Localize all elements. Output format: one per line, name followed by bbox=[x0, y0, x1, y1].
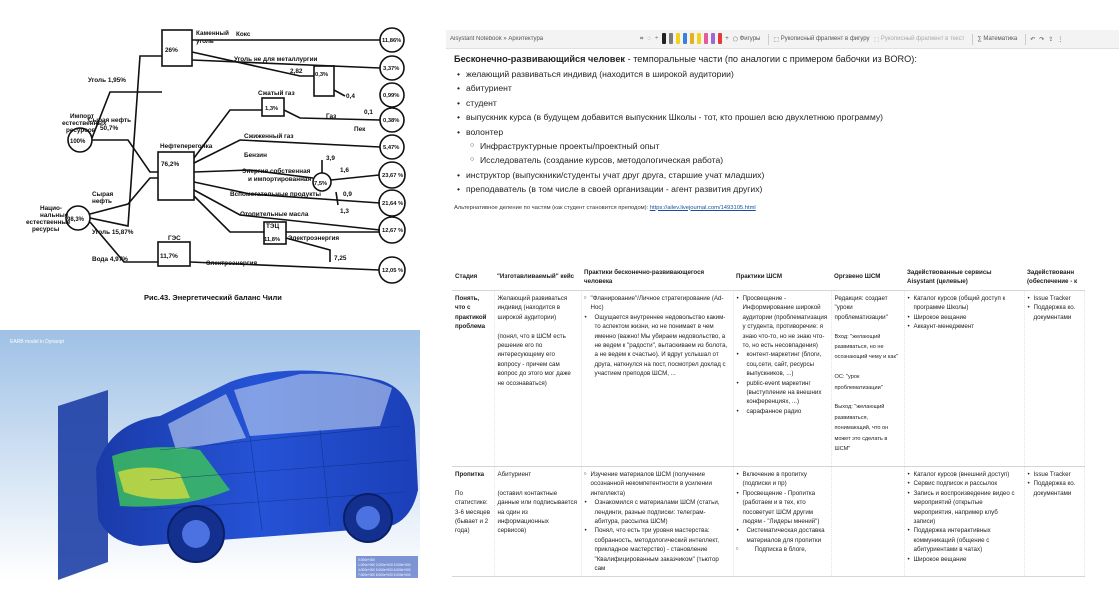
add-pen-icon[interactable]: + bbox=[725, 36, 729, 42]
label-tec: ТЭЦ bbox=[266, 223, 280, 230]
add-space-icon[interactable]: ÷ bbox=[654, 36, 659, 42]
list-item: • желающий развиваться индивид (находится в широкой аудитории) bbox=[466, 67, 1114, 81]
col-header: Задействованн (обеспечение - к bbox=[1024, 264, 1084, 291]
practice-detail: • Ознакомился с материалами ШСМ (статьи, лендинги, разные подписки: телеграм-абитура, рассылка ШСМ) bbox=[585, 498, 730, 526]
eraser-icon[interactable]: ◌ bbox=[647, 36, 651, 42]
label-liquid-gas: Сжиженный газ bbox=[244, 133, 294, 140]
label-compressed-gas: Сжатый газ bbox=[258, 90, 295, 97]
cell-case bbox=[494, 291, 581, 467]
practice-item: ○ Изучение материалов ШСМ (получение осознанной некомпетентности в усилении интеллекта) bbox=[585, 470, 730, 498]
list-item: • студент bbox=[466, 96, 1114, 110]
cell-org bbox=[831, 467, 904, 577]
lasso-icon[interactable]: ⌗ bbox=[640, 35, 644, 42]
output-9: 12,05 % bbox=[382, 268, 404, 274]
label-nat-3: естественные bbox=[26, 219, 71, 226]
pen-icon[interactable] bbox=[711, 33, 715, 44]
shsm-subsubitem: ○ Подписка в блоге, bbox=[737, 545, 828, 554]
pen-icon[interactable] bbox=[704, 33, 708, 44]
output-6: 23,67 % bbox=[382, 173, 404, 179]
redo-icon[interactable]: ↷ bbox=[1039, 36, 1045, 43]
practice-detail: • Понял, что есть три уровня мастерства: собранность, методологический интеллект, прикладное мастерство) - становление "Квалифицированным заказчиком" (тьютор сам bbox=[585, 526, 730, 573]
label-13: 1,3 bbox=[340, 208, 349, 215]
refining-percent: 76,2% bbox=[161, 161, 180, 168]
service-item: • Аккаунт-менеджмент bbox=[908, 322, 1021, 331]
org-output: Выход: "желающий развиваться, понимающий, что он может это сделать в ШСМ" bbox=[834, 404, 889, 453]
stage-list bbox=[454, 67, 1114, 197]
cell-stage bbox=[452, 467, 494, 577]
energy-percent: 7,5% bbox=[314, 181, 328, 187]
label-nat-4: ресурсы bbox=[32, 226, 60, 233]
service-item: • Поддержка интерактивных коммуникаций (общение с абитуриентами в чатах) bbox=[908, 526, 1021, 554]
shapes-icon: ⬠ bbox=[732, 36, 738, 43]
cell-services bbox=[904, 467, 1024, 577]
col-header: Оргзвено ШСМ bbox=[831, 264, 904, 291]
label-pek: Пек bbox=[354, 126, 366, 133]
ink-to-text-label: Рукописный фрагмент в текст bbox=[880, 36, 965, 42]
pen-icon[interactable] bbox=[683, 33, 687, 44]
list-item bbox=[466, 125, 1114, 168]
col-header: "Изготавливаемый" кейс bbox=[494, 264, 581, 291]
crash-simulation-image bbox=[0, 330, 420, 580]
list-item: • абитуриент bbox=[466, 81, 1114, 95]
label-725: 7,25 bbox=[334, 255, 347, 262]
list-item: ○ Инфраструктурные проекты/проектный опыт bbox=[480, 139, 1114, 153]
alt-division-note bbox=[454, 205, 1114, 211]
shsm-subitem: • сарафанное радио bbox=[737, 407, 828, 416]
output-2: 3,37% bbox=[383, 66, 400, 72]
alt-text: Альтернативное деление по частям (как студент становится преподом): bbox=[454, 204, 650, 211]
label-oilnat-1: Сырая bbox=[92, 191, 114, 198]
notebook-page[interactable] bbox=[454, 54, 1114, 211]
table-row bbox=[452, 467, 1084, 577]
legend-row-3: 4.000e+000 5.000e+000 6.000e+000 bbox=[358, 568, 411, 572]
label-09: 0,9 bbox=[343, 191, 352, 198]
label-own-energy-2: и импортированная bbox=[248, 176, 312, 183]
list-item: • инструктор (выпускники/студенты учат друг друга, старшие учат младших) bbox=[466, 168, 1114, 182]
alt-link[interactable]: https://ailev.livejournal.com/1493105.html bbox=[649, 204, 756, 211]
stage-note: По статистике: 3-6 месяцев (бывает и 2 года) bbox=[455, 489, 491, 535]
output-1: 11,86% bbox=[382, 38, 402, 44]
label-own-energy-1: Энергия собственная bbox=[242, 168, 311, 175]
label-16: 1,6 bbox=[340, 167, 349, 174]
cell-support bbox=[1024, 467, 1084, 577]
support-item: • Поддержка ко. документами bbox=[1028, 303, 1081, 322]
case-note: (понял, что в ШСМ есть решение его по интересующему его вопросу - причем сам вопрос до этого мог даже не осознаваться) bbox=[497, 332, 571, 387]
practice-item: ○ "Фланирование"/Личное стратегирование (Ad-Hoc) bbox=[585, 294, 730, 313]
ink-text-icon: ⬚ bbox=[873, 36, 880, 43]
stage-name: Пропитка bbox=[455, 471, 485, 478]
math-icon: ∑ bbox=[977, 36, 982, 42]
volunteer-sublist bbox=[466, 139, 1114, 168]
stage-name: Понять, что с практикой проблема bbox=[455, 295, 487, 331]
service-item: • Сервис подписок и рассылок bbox=[908, 479, 1021, 488]
sim-header: EARB model in Dynaopt bbox=[10, 339, 64, 345]
label-electro-1: Электроэнергия bbox=[288, 235, 340, 242]
pen-palette bbox=[662, 33, 725, 46]
shsm-subitem: • Систематическая доставка материалов для пропитки bbox=[737, 526, 828, 545]
case-note: (оставил контактные данные или подписывается на один из информационных сервисов) bbox=[497, 489, 577, 535]
col-header: Практики бесконечно-развивающегося человека bbox=[581, 264, 733, 291]
output-8: 12,67 % bbox=[382, 228, 404, 234]
legend-row-4: 7.000e+000 8.000e+000 9.000e+000 bbox=[358, 573, 411, 577]
shapes-label: Фигуры bbox=[739, 36, 761, 42]
label-oilnat-2: нефть bbox=[92, 198, 112, 205]
notebook-toolbar bbox=[446, 30, 1119, 49]
notebook-window bbox=[446, 30, 1119, 605]
label-oil-1: Сырая нефть bbox=[88, 117, 132, 124]
pen-icon[interactable] bbox=[690, 33, 694, 44]
ink-shape-icon: ⬚ bbox=[773, 36, 780, 43]
heading-bold: Бесконечно-развивающийся человек bbox=[454, 54, 626, 64]
label-ges: ГЭС bbox=[168, 235, 181, 242]
coal-percent: 26% bbox=[165, 47, 178, 54]
table-row bbox=[452, 291, 1084, 467]
label-coal-195: Уголь 1,95% bbox=[88, 77, 126, 84]
support-item: • Issue Tracker bbox=[1028, 470, 1081, 479]
label-heating: Отопительные масла bbox=[240, 211, 309, 218]
energy-balance-diagram bbox=[0, 0, 420, 320]
cell-org bbox=[831, 291, 904, 467]
output-7: 21,64 % bbox=[382, 201, 404, 207]
label-stone-coal-1: Каменный bbox=[196, 30, 229, 37]
practice-detail: • Ощущается внутреннее недовольство каким-то аспектом жизни, но не понимает в чем именно (важно! Мы убираем недовольство, а не ведем к "радости", вытаскиваем из болота, а не ведем к счастью). И вдруг услышал от друга, наткнулся на пост, посмотрел доклад с участием преподов ШСМ, ... bbox=[585, 313, 730, 379]
list-item: • преподаватель (в том числе в своей организации - агент развития других) bbox=[466, 182, 1114, 196]
label-nat-2: нальные bbox=[40, 212, 69, 219]
label-import-2: естественных bbox=[62, 120, 107, 127]
org-os: ОС: "урок проблематизации" bbox=[834, 374, 883, 391]
label-oil-2: 50,7% bbox=[100, 125, 119, 132]
col-header: Стадия bbox=[452, 264, 494, 291]
output-5: 5,47% bbox=[383, 145, 400, 151]
window-title: Aisystant Notebook » Архитектура bbox=[450, 36, 544, 42]
cell-case bbox=[494, 467, 581, 577]
toolbar-separator bbox=[1025, 34, 1026, 45]
legend-row-1: 0.000e+000 bbox=[358, 558, 375, 562]
shapes-button[interactable] bbox=[733, 36, 761, 43]
support-item: • Поддержка ко. документами bbox=[1028, 479, 1081, 498]
refining-box bbox=[158, 152, 194, 200]
cell-shsm bbox=[733, 291, 831, 467]
org-input: Вход: "желающий развиваться, но не осознающий чему и как" bbox=[834, 333, 898, 361]
more-icon[interactable]: ⋮ bbox=[1057, 36, 1064, 43]
import-percent: 100% bbox=[70, 139, 86, 145]
label-electro-2: Электроэнергия bbox=[206, 260, 258, 267]
col-header: Задействованные сервисы Aisystant (целевые) bbox=[904, 264, 1024, 291]
tec-percent: 11,8% bbox=[264, 237, 281, 243]
shsm-item: • Просвещение - Пропитка (работаем и в тех, кто посоветует ШСМ другим людям - "Лидеры мнений") bbox=[737, 489, 828, 527]
ink-to-text-button[interactable] bbox=[874, 36, 965, 43]
org-text: Редакция: создает "уроки проблематизации" bbox=[834, 295, 888, 321]
service-item: • Широкое вещание bbox=[908, 313, 1021, 322]
case-text: Абитуриент bbox=[497, 471, 532, 478]
cell-practices bbox=[581, 467, 733, 577]
service-item: • Запись и воспроизведение видео с мероприятий (открытые мероприятия, например клуб записи) bbox=[908, 489, 1021, 527]
output-4: 0,38% bbox=[383, 118, 400, 124]
label-import-1: Импорт bbox=[70, 113, 95, 120]
ink-to-shape-label: Рукописный фрагмент в фигуру bbox=[780, 36, 870, 42]
label-gas: Газ bbox=[326, 113, 337, 120]
shsm-item: • Включение в пропитку (подписки и пр) bbox=[737, 470, 828, 489]
label-coal-nonmet: Уголь не для металлургии bbox=[234, 56, 318, 63]
coke-box bbox=[314, 66, 334, 96]
coke-percent: 0,3% bbox=[315, 72, 329, 78]
label-petrol: Бензин bbox=[244, 152, 267, 159]
ink-to-shape-button[interactable] bbox=[773, 36, 869, 43]
legend-row-2: 1.000e+000 2.000e+000 3.000e+000 bbox=[358, 563, 411, 567]
cell-services bbox=[904, 291, 1024, 467]
list-item: ○ Исследователь (создание курсов, методологическая работа) bbox=[480, 153, 1114, 167]
support-item: • Issue Tracker bbox=[1028, 294, 1081, 303]
service-item: • Каталог курсов (общий доступ к программе Школы) bbox=[908, 294, 1021, 313]
toolbar-separator bbox=[972, 34, 973, 45]
hydro-percent: 11,7% bbox=[160, 253, 178, 260]
cell-practices bbox=[581, 291, 733, 467]
cell-support bbox=[1024, 291, 1084, 467]
label-39: 3,9 bbox=[326, 155, 335, 162]
shsm-subitem: • контент-маркетинг (блоги, соц.сети, сайт, ресурсы выпускников, ...) bbox=[737, 350, 828, 378]
stages-table bbox=[452, 264, 1085, 577]
list-item: • выпускник курса (в будущем добавится выпускник Школы - тот, кто прошел всю двухлетнюю программу) bbox=[466, 110, 1114, 124]
cell-stage bbox=[452, 291, 494, 467]
case-text: Желающий развиваться индивид (находится в широкой аудитории) bbox=[497, 295, 568, 321]
shsm-subitem: • public-event маркетинг (выступление на внешних конференциях, ...) bbox=[737, 379, 828, 407]
diagram-caption: Рис.43. Энергетический баланс Чили bbox=[144, 293, 282, 302]
label-stone-coal-2: уголь bbox=[196, 38, 214, 45]
service-item: • Широкое вещание bbox=[908, 555, 1021, 564]
cell-shsm bbox=[733, 467, 831, 577]
shsm-item: • Просвещение - Информирование широкой аудитории (проблематизация у студента, противоречие: я знаю что-то, но не знаю что-то, но есть несовпадения) bbox=[737, 294, 828, 350]
label-water: Вода 4,97% bbox=[92, 256, 128, 263]
pen-icon[interactable] bbox=[718, 33, 722, 44]
heading-rest: - темпоральные части (по аналогии с примером бабочки из BORO): bbox=[625, 54, 917, 64]
math-button[interactable] bbox=[977, 36, 1017, 42]
pen-icon[interactable] bbox=[697, 33, 701, 44]
label-import-3: ресурсов bbox=[66, 127, 96, 134]
page-heading bbox=[454, 54, 1114, 64]
label-04: 0,4 bbox=[346, 93, 355, 100]
label-coal-1587: Уголь 15,87% bbox=[92, 229, 134, 236]
toolbar-separator bbox=[768, 34, 769, 45]
compressed-percent: 1,3% bbox=[265, 106, 279, 112]
label-nat-1: Нацио- bbox=[40, 205, 63, 212]
pen-icon[interactable] bbox=[669, 33, 673, 44]
output-3: 0,99% bbox=[383, 93, 400, 99]
label-aux: Вспомогательные продукты bbox=[230, 191, 321, 198]
label-coke: Кокс bbox=[236, 31, 251, 38]
table-header-row bbox=[452, 264, 1084, 291]
math-label: Математика bbox=[983, 36, 1018, 42]
nat-percent: 98,3% bbox=[67, 217, 85, 223]
pen-icon[interactable] bbox=[662, 33, 666, 44]
volunteer-label: волонтер bbox=[466, 126, 504, 137]
label-refinery: Нефтеперегонка bbox=[160, 143, 213, 150]
share-icon[interactable]: ⇪ bbox=[1048, 36, 1054, 43]
undo-icon[interactable]: ↶ bbox=[1030, 36, 1036, 43]
pen-icon[interactable] bbox=[676, 33, 680, 44]
label-01: 0,1 bbox=[364, 109, 373, 116]
service-item: • Каталог курсов (внешний доступ) bbox=[908, 470, 1021, 479]
col-header: Практики ШСМ bbox=[733, 264, 831, 291]
label-282: 2,82 bbox=[290, 68, 303, 75]
